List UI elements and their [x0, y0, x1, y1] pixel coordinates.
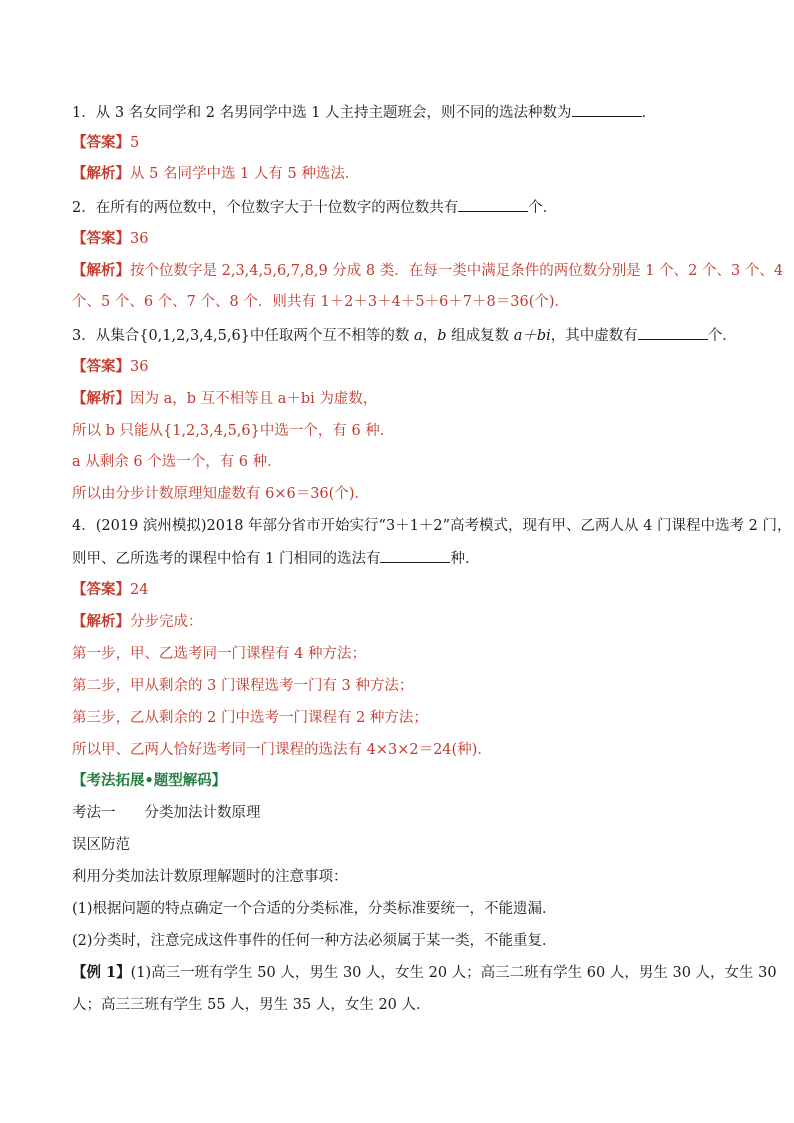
q2-analysis-line-2 [72, 292, 732, 312]
answer-label: 【答案】 [72, 358, 130, 375]
q2-stem-text: 2．在所有的两位数中，个位数字大于十位数字的两位数共有 [72, 200, 459, 216]
q3-analysis-text-3: a 从剩余 6 个选一个，有 6 种． [72, 454, 282, 470]
q1-answer [72, 133, 732, 153]
q3-stem-comma: ， [422, 328, 438, 344]
q2-stem [72, 197, 732, 218]
q4-answer [72, 580, 732, 600]
q4-analysis-text-2: 第一步，甲、乙选考同一门课程有 4 种方法； [72, 646, 366, 662]
answer-label: 【答案】 [72, 134, 130, 151]
q2-answer-value: 36 [130, 231, 149, 247]
example-line-1 [72, 963, 777, 983]
q4-analysis-text-1: 分步完成： [130, 614, 203, 630]
q2-analysis-text-1: 按个位数字是 2,3,4,5,6,7,8,9 分成 8 类．在每一类中满足条件的两位数分别是 1 个、2 个、3 个、4 [130, 263, 784, 279]
q4-stem-text-1: 4．(2019 滨州模拟)2018 年部分省市开始实行“3＋1＋2”高考模式，现有甲、乙两人从 4 门课程中选考 2 门， [72, 518, 792, 534]
q3-answer-value: 36 [130, 359, 149, 375]
q3-stem-text: 3．从集合{0,1,2,3,4,5,6}中任取两个互不相等的数 [72, 328, 415, 344]
q4-stem-text-2: 则甲、乙所选考的课程中恰有 1 门相同的选法有 [72, 551, 381, 567]
analysis-label: 【解析】 [72, 165, 130, 182]
q3-analysis-line-1 [72, 389, 732, 409]
q3-complex-expr: a＋bi [513, 328, 551, 344]
method-title [72, 803, 732, 823]
q4-stem-end: 种． [450, 551, 480, 567]
example-text-1: (1)高三一班有学生 50 人，男生 30 人，女生 20 人；高三二班有学生 60 人，男生 30 人，女生 30 [130, 965, 777, 981]
q3-stem-mid-2: ，其中虚数有 [550, 328, 638, 344]
section-heading [72, 771, 732, 791]
q4-stem-line-2 [72, 548, 732, 569]
q1-stem [72, 102, 732, 123]
pitfall-title [72, 835, 732, 855]
example-line-2 [72, 995, 732, 1015]
pitfall-intro-text: 利用分类加法计数原理解题时的注意事项： [72, 869, 348, 885]
q3-stem-end: 个． [707, 328, 737, 344]
q2-answer-blank [458, 197, 528, 212]
q4-analysis-text-3: 第二步，甲从剩余的 3 门课程选考一门有 3 种方法； [72, 678, 414, 694]
q3-analysis-text-4: 所以由分步计数原理知虚数有 6×6＝36(个)． [72, 486, 369, 502]
q1-stem-text: 1．从 3 名女同学和 2 名男同学中选 1 人主持主题班会，则不同的选法种数为 [72, 105, 572, 121]
q3-stem-mid: 组成复数 [446, 328, 514, 344]
q2-analysis-line-1 [72, 261, 784, 281]
pitfall-title-text: 误区防范 [72, 837, 130, 853]
q1-analysis-text: 从 5 名同学中选 1 人有 5 种选法． [130, 166, 360, 182]
q4-analysis-text-5: 所以甲、乙两人恰好选考同一门课程的选法有 4×3×2＝24(种)． [72, 742, 492, 758]
pitfall-point-2 [72, 931, 732, 951]
q4-analysis-line-1 [72, 612, 732, 632]
method-title-text: 考法一 分类加法计数原理 [72, 805, 261, 821]
q1-stem-end: ． [641, 105, 657, 121]
pitfall-point-2-text: (2)分类时，注意完成这件事件的任何一种方法必须属于某一类，不能重复． [72, 933, 557, 949]
q3-analysis-line-3 [72, 452, 732, 472]
q3-answer [72, 357, 732, 377]
q4-analysis-line-5 [72, 740, 732, 760]
analysis-label: 【解析】 [72, 262, 130, 279]
q3-answer-blank [638, 325, 708, 340]
q4-analysis-line-4 [72, 708, 732, 728]
q4-analysis-line-2 [72, 644, 732, 664]
analysis-label: 【解析】 [72, 613, 130, 630]
q3-analysis-text-2: 所以 b 只能从{1,2,3,4,5,6}中选一个，有 6 种． [72, 423, 395, 439]
answer-label: 【答案】 [72, 581, 130, 598]
q4-stem-line-1 [72, 516, 792, 536]
example-text-2: 人；高三三班有学生 55 人，男生 35 人，女生 20 人． [72, 997, 431, 1013]
q1-analysis [72, 164, 732, 184]
q4-analysis-text-4: 第三步，乙从剩余的 2 门中选考一门课程有 2 种方法； [72, 710, 428, 726]
example-label: 【例 1】 [72, 964, 131, 981]
section-heading-text: 【考法拓展•题型解码】 [72, 772, 227, 789]
q1-answer-blank [572, 102, 642, 117]
q3-var-b: b [437, 328, 447, 344]
q2-analysis-text-2: 个、5 个、6 个、7 个、8 个．则共有 1＋2＋3＋4＋5＋6＋7＋8＝36(个)． [72, 294, 570, 310]
pitfall-point-1 [72, 899, 732, 919]
pitfall-intro [72, 867, 732, 887]
q2-stem-end: 个． [528, 200, 558, 216]
q4-answer-value: 24 [130, 582, 149, 598]
q4-answer-blank [380, 548, 450, 563]
q3-stem [72, 325, 737, 346]
q3-var-a: a [414, 328, 423, 344]
pitfall-point-1-text: (1)根据问题的特点确定一个合适的分类标准，分类标准要统一，不能遗漏． [72, 901, 557, 917]
answer-label: 【答案】 [72, 230, 130, 247]
analysis-label: 【解析】 [72, 390, 130, 407]
q3-analysis-line-2 [72, 421, 732, 441]
q2-answer [72, 229, 732, 249]
q1-answer-value: 5 [130, 135, 140, 151]
q3-analysis-text-1: 因为 a，b 互不相等且 a＋bi 为虚数， [130, 391, 378, 407]
q4-analysis-line-3 [72, 676, 732, 696]
q3-analysis-line-4 [72, 484, 732, 504]
